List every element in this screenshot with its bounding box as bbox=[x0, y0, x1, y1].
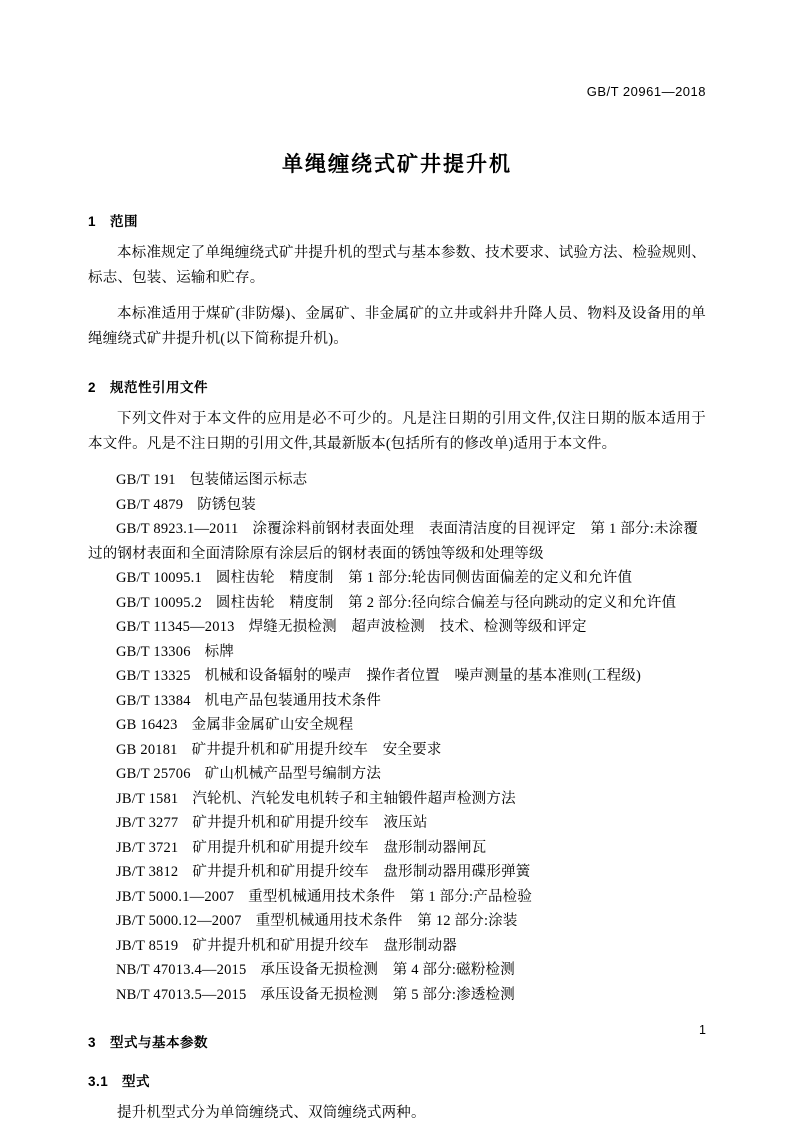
reference-code: NB/T 47013.5—2015 bbox=[116, 986, 247, 1003]
reference-title: 矿用提升机和矿用提升绞车 盘形制动器闸瓦 bbox=[192, 839, 487, 856]
section-number-3-1: 3.1 bbox=[88, 1074, 109, 1089]
reference-code: GB/T 191 bbox=[116, 472, 176, 488]
list-item bbox=[88, 640, 706, 665]
reference-title: 涂覆涂料前钢材表面处理 表面清洁度的目视评定 第 1 部分:未涂覆过的钢材表面和全面清除原有涂层后的钢材表面的锈蚀等级和处理等级 bbox=[88, 521, 699, 562]
section-number-3: 3 bbox=[88, 1035, 97, 1050]
list-item bbox=[88, 591, 706, 616]
reference-code: JB/T 3721 bbox=[116, 839, 179, 856]
document-content bbox=[88, 210, 706, 1126]
list-item bbox=[88, 811, 706, 836]
section-heading-3 bbox=[88, 1031, 706, 1051]
reference-title: 圆柱齿轮 精度制 第 2 部分:径向综合偏差与径向跳动的定义和允许值 bbox=[215, 594, 677, 611]
section-title-2: 规范性引用文件 bbox=[110, 380, 208, 395]
reference-code: JB/T 8519 bbox=[116, 937, 179, 954]
list-item bbox=[88, 885, 706, 910]
list-item bbox=[88, 664, 706, 689]
list-item bbox=[88, 713, 706, 738]
section-heading-1 bbox=[88, 210, 706, 230]
section-1-paragraph-1: 本标准规定了单绳缠绕式矿井提升机的型式与基本参数、技术要求、试验方法、检验规则、标志、包装、运输和贮存。 bbox=[88, 245, 706, 286]
list-item bbox=[88, 958, 706, 983]
reference-title: 金属非金属矿山安全规程 bbox=[191, 717, 354, 733]
list-item bbox=[88, 909, 706, 934]
section-1-paragraph-2: 本标准适用于煤矿(非防爆)、金属矿、非金属矿的立井或斜井升降人员、物料及设备用的单绳缠绕式矿井提升机(以下简称提升机)。 bbox=[88, 306, 706, 347]
reference-code: JB/T 3277 bbox=[116, 815, 179, 831]
reference-title: 焊缝无损检测 超声波检测 技术、检测等级和评定 bbox=[248, 619, 587, 635]
reference-title: 承压设备无损检测 第 4 部分:磁粉检测 bbox=[260, 962, 515, 978]
list-item bbox=[88, 860, 706, 885]
reference-code: JB/T 5000.1—2007 bbox=[116, 888, 235, 905]
list-item bbox=[88, 468, 706, 493]
reference-title: 承压设备无损检测 第 5 部分:渗透检测 bbox=[260, 986, 515, 1003]
section-number-2: 2 bbox=[88, 380, 97, 395]
section-title-3-1: 型式 bbox=[122, 1074, 150, 1089]
reference-title: 包装储运图示标志 bbox=[189, 472, 308, 488]
reference-code: GB/T 13325 bbox=[116, 668, 191, 684]
reference-title: 重型机械通用技术条件 第 1 部分:产品检验 bbox=[248, 888, 533, 905]
reference-code: GB 16423 bbox=[116, 717, 178, 733]
reference-code: JB/T 5000.12—2007 bbox=[116, 913, 242, 929]
reference-title: 矿井提升机和矿用提升绞车 盘形制动器 bbox=[192, 937, 457, 954]
page-number: 1 bbox=[699, 1023, 706, 1037]
reference-title: 标牌 bbox=[204, 643, 235, 660]
list-item bbox=[88, 738, 706, 763]
list-item bbox=[88, 517, 706, 566]
list-item bbox=[88, 566, 706, 591]
section-heading-3-1 bbox=[88, 1070, 706, 1090]
page-title: 单绳缠绕式矿井提升机 bbox=[282, 153, 512, 176]
reference-code: GB/T 8923.1—2011 bbox=[116, 521, 239, 537]
reference-code: GB/T 11345—2013 bbox=[116, 619, 235, 635]
section-3-1-paragraph-1: 提升机型式分为单筒缠绕式、双筒缠绕式两种。 bbox=[117, 1105, 426, 1121]
list-item bbox=[88, 493, 706, 518]
reference-code: GB/T 13384 bbox=[116, 692, 191, 709]
page-header: GB/T 20961—2018 bbox=[586, 84, 706, 99]
list-item bbox=[88, 836, 706, 861]
normative-references-list bbox=[88, 468, 706, 1007]
reference-title: 机械和设备辐射的噪声 操作者位置 噪声测量的基本准则(工程级) bbox=[204, 668, 642, 684]
section-heading-2 bbox=[88, 376, 706, 396]
section-2-paragraph-1: 下列文件对于本文件的应用是必不可少的。凡是注日期的引用文件,仅注日期的版本适用于本文件。凡是不注日期的引用文件,其最新版本(包括所有的修改单)适用于本文件。 bbox=[88, 411, 706, 452]
reference-code: GB 20181 bbox=[116, 741, 178, 758]
list-item bbox=[88, 934, 706, 959]
reference-title: 重型机械通用技术条件 第 12 部分:涂装 bbox=[255, 913, 518, 929]
reference-title: 防锈包装 bbox=[197, 496, 257, 513]
reference-code: GB/T 13306 bbox=[116, 643, 191, 660]
reference-code: GB/T 25706 bbox=[116, 766, 191, 782]
section-title-1: 范围 bbox=[110, 214, 138, 229]
reference-title: 矿井提升机和矿用提升绞车 安全要求 bbox=[191, 741, 442, 758]
list-item bbox=[88, 787, 706, 812]
section-title-3: 型式与基本参数 bbox=[110, 1035, 208, 1050]
list-item bbox=[88, 762, 706, 787]
list-item bbox=[88, 689, 706, 714]
reference-title: 矿井提升机和矿用提升绞车 液压站 bbox=[192, 815, 428, 831]
reference-code: JB/T 3812 bbox=[116, 864, 179, 880]
reference-title: 圆柱齿轮 精度制 第 1 部分:轮齿同侧齿面偏差的定义和允许值 bbox=[215, 570, 633, 586]
reference-title: 机电产品包装通用技术条件 bbox=[204, 692, 382, 709]
reference-code: GB/T 4879 bbox=[116, 496, 184, 513]
reference-code: NB/T 47013.4—2015 bbox=[116, 962, 247, 978]
list-item bbox=[88, 983, 706, 1008]
reference-code: JB/T 1581 bbox=[116, 790, 179, 807]
reference-title: 矿井提升机和矿用提升绞车 盘形制动器用碟形弹簧 bbox=[192, 864, 531, 880]
reference-code: GB/T 10095.1 bbox=[116, 570, 202, 586]
reference-title: 汽轮机、汽轮发电机转子和主轴锻件超声检测方法 bbox=[192, 790, 516, 807]
section-number-1: 1 bbox=[88, 214, 97, 229]
reference-title: 矿山机械产品型号编制方法 bbox=[204, 766, 382, 782]
reference-code: GB/T 10095.2 bbox=[116, 594, 202, 611]
list-item bbox=[88, 615, 706, 640]
